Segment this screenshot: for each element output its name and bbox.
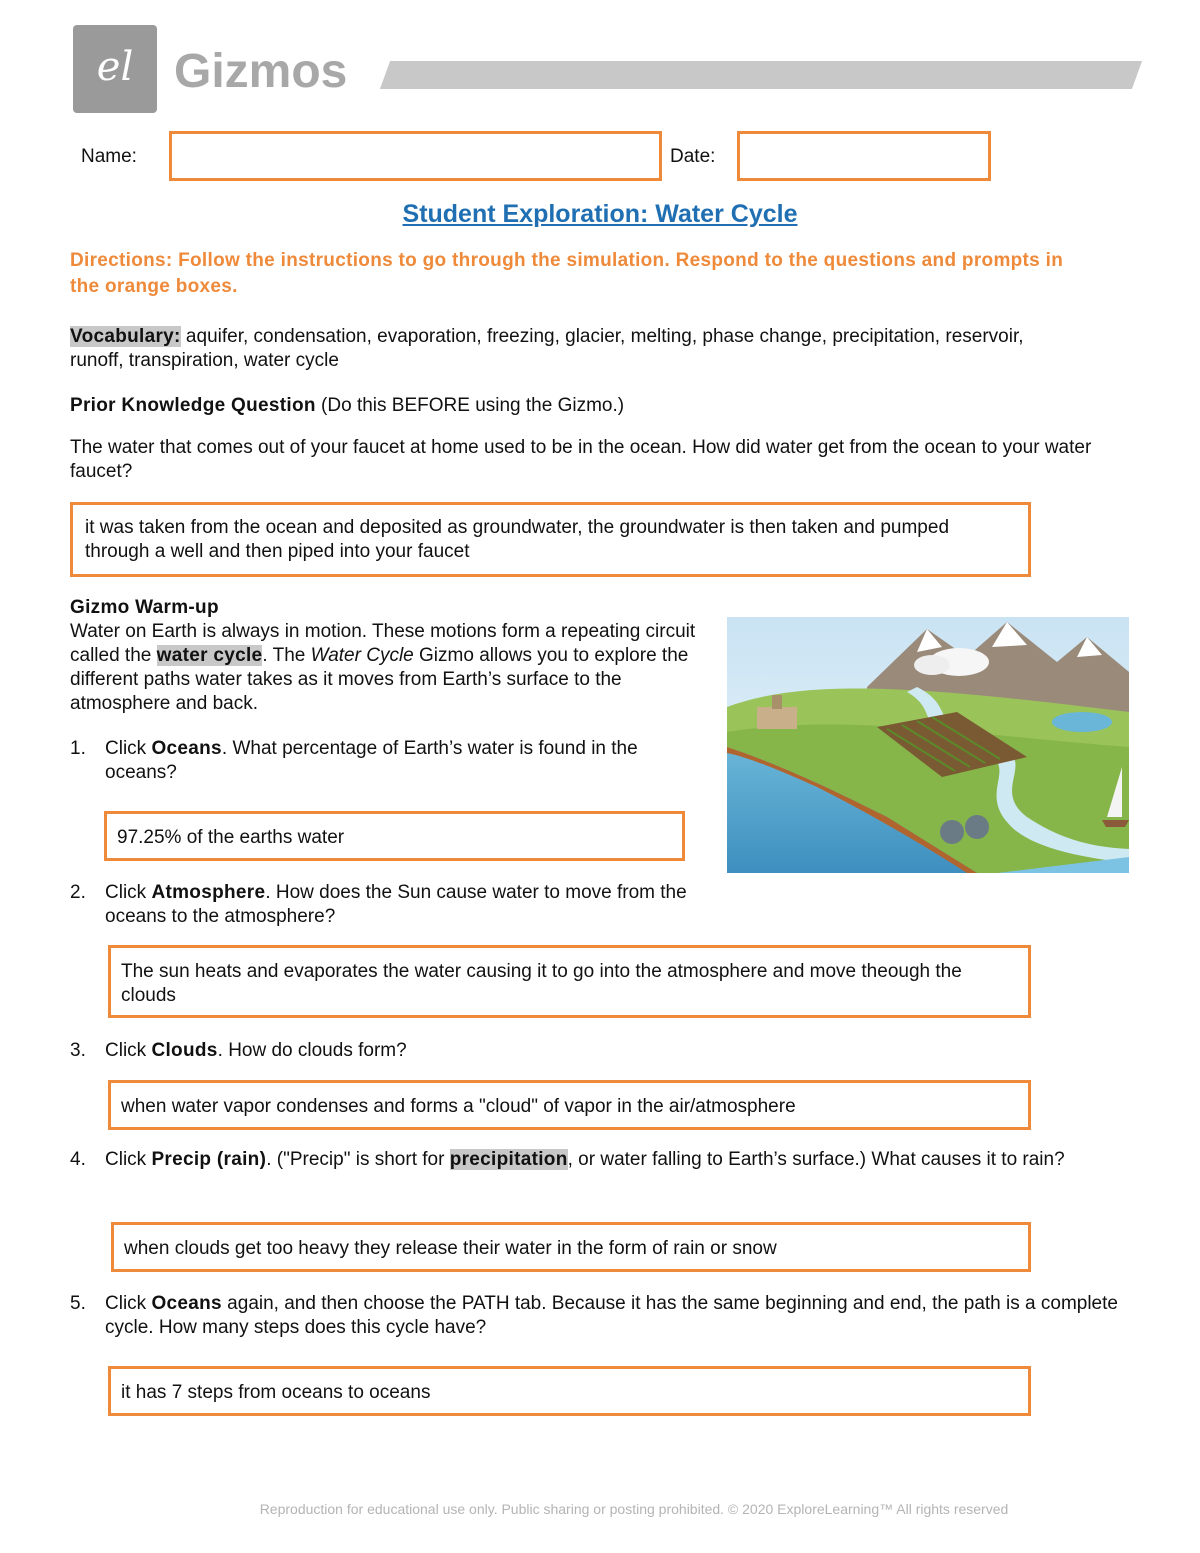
warmup-term: water cycle [156, 645, 263, 666]
question-number: 1. [70, 738, 86, 759]
directions: Directions: Follow the instructions to go through the simulation. Respond to the questions and prompts in the orange boxes. [70, 250, 1064, 297]
warmup-text-1: Water on Earth is always in motion. These motions form a repeating circuit called the [70, 621, 696, 666]
question-post: . How does the Sun cause water to move from the oceans to the atmosphere? [105, 882, 687, 927]
logo-tile [73, 25, 157, 113]
question-text [105, 1148, 1125, 1172]
question-text [105, 881, 695, 929]
name-label: Name: [81, 146, 137, 167]
question-number: 3. [70, 1040, 86, 1061]
answer-box[interactable] [108, 1366, 1031, 1416]
question-text [105, 1039, 1005, 1063]
answer-box[interactable] [111, 1222, 1031, 1272]
date-label: Date: [670, 146, 716, 167]
question-keyword: Precip (rain) [151, 1149, 267, 1170]
logo-mark: el [96, 44, 134, 90]
vocabulary [70, 325, 1070, 373]
warmup-paragraph [70, 620, 700, 716]
name-field[interactable] [169, 131, 662, 181]
question-post: . What percentage of Earth’s water is found in the oceans? [105, 738, 638, 783]
answer-text: it has 7 steps from oceans to oceans [121, 1382, 431, 1403]
question-mid: . ("Precip" is short for [266, 1149, 450, 1170]
question-pre: Click [105, 1149, 152, 1170]
page-title: Student Exploration: Water Cycle [402, 200, 798, 228]
water-cycle-image [727, 617, 1129, 873]
answer-box[interactable] [108, 945, 1031, 1018]
question-pre: Click [105, 1040, 152, 1061]
question-keyword: Clouds [151, 1040, 218, 1061]
date-field[interactable] [737, 131, 991, 181]
question-keyword: Oceans [151, 1293, 222, 1314]
question-keyword: Atmosphere [151, 882, 266, 903]
prior-knowledge-heading-line [70, 394, 1120, 418]
question-number: 5. [70, 1293, 86, 1314]
answer-box[interactable] [108, 1080, 1031, 1130]
prior-knowledge-answer: it was taken from the ocean and deposited as groundwater, the groundwater is then taken and pumped through a well and then piped into your faucet [85, 517, 950, 562]
answer-text: 97.25% of the earths water [117, 827, 345, 848]
question-number: 4. [70, 1149, 86, 1170]
answer-text: when water vapor condenses and forms a "cloud" of vapor in the air/atmosphere [121, 1096, 796, 1117]
question-pre: Click [105, 738, 152, 759]
header-banner [380, 61, 1142, 89]
question-text [105, 737, 685, 785]
answer-text: The sun heats and evaporates the water causing it to go into the atmosphere and move theough the clouds [121, 961, 962, 1006]
footer-notice: Reproduction for educational use only. Public sharing or posting prohibited. © 2020 ExploreLearning™ All rights reserved [259, 1501, 1009, 1517]
vocabulary-terms: aquifer, condensation, evaporation, freezing, glacier, melting, phase change, precipitation, reservoir, runoff, transpiration, water cycle [70, 326, 1024, 371]
question-post: again, and then choose the PATH tab. Because it has the same beginning and end, the path is a complete cycle. How many steps does this cycle have? [105, 1293, 1118, 1338]
question-term: precipitation [449, 1149, 568, 1170]
warmup-heading: Gizmo Warm-up [70, 597, 219, 618]
vocabulary-label: Vocabulary: [70, 326, 181, 347]
prior-knowledge-answer-box[interactable] [70, 502, 1031, 577]
question-post: . How do clouds form? [217, 1040, 407, 1061]
water-cycle-illustration [727, 617, 1129, 873]
question-keyword: Oceans [151, 738, 222, 759]
prior-knowledge-question: The water that comes out of your faucet at home used to be in the ocean. How did water get from the ocean to your water faucet? [70, 437, 1092, 482]
warmup-text-3: Gizmo allows you to explore the different paths water takes as it moves from Earth’s surface to the atmosphere and back. [70, 645, 689, 714]
question-post: , or water falling to Earth’s surface.) What causes it to rain? [567, 1149, 1065, 1170]
prior-knowledge-note: (Do this BEFORE using the Gizmo.) [315, 395, 625, 416]
warmup-text-2: . The [262, 645, 311, 666]
warmup-gizmo-name: Water Cycle [310, 645, 414, 666]
question-text [105, 1292, 1130, 1340]
prior-knowledge-heading: Prior Knowledge Question [70, 395, 316, 416]
question-pre: Click [105, 882, 152, 903]
question-number: 2. [70, 882, 86, 903]
brand-name: Gizmos [174, 45, 348, 98]
question-pre: Click [105, 1293, 152, 1314]
answer-box[interactable] [104, 811, 685, 861]
answer-text: when clouds get too heavy they release their water in the form of rain or snow [124, 1238, 777, 1259]
